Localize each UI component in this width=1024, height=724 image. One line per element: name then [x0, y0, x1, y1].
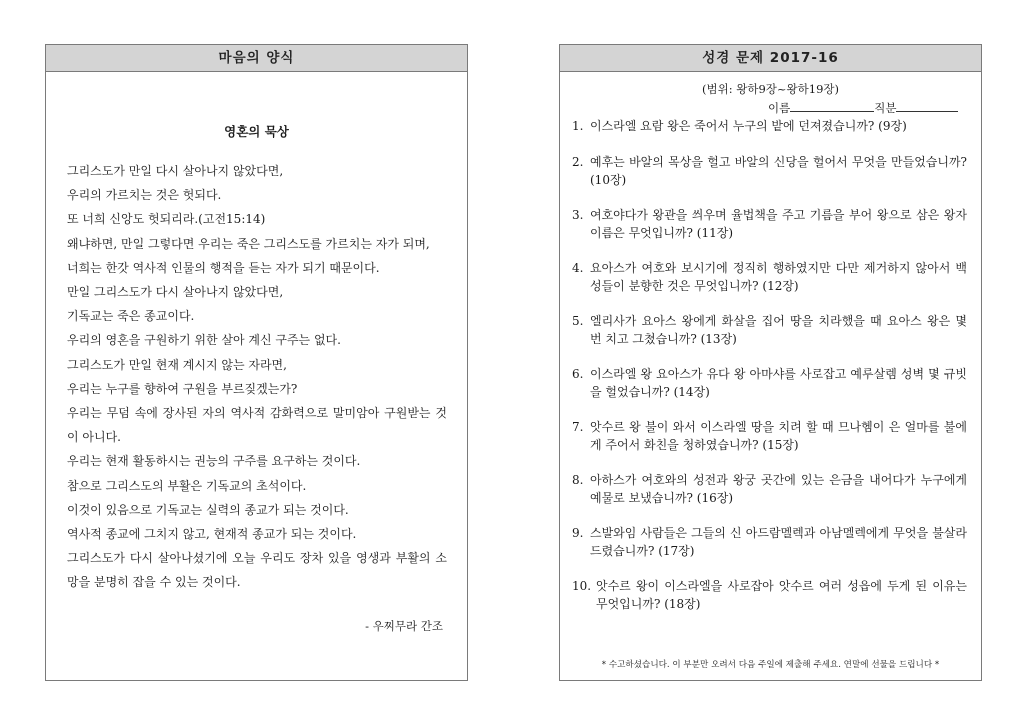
question-text: 앗수르 왕 불이 와서 이스라엘 땅을 치려 할 때 므나헴이 은 얼마를 불에게 주어서 화친을 청하였습니까? (15장)	[590, 419, 967, 452]
quiz-panel	[559, 44, 982, 681]
question-number: 1.	[572, 119, 584, 133]
question-text: 이스라엘 왕 요아스가 유다 왕 아마샤를 사로잡고 예루살렘 성벽 몇 규빗을 헐었습니까? (14장)	[590, 366, 967, 399]
question-item	[572, 259, 967, 296]
question-text: 여호야다가 왕관을 씌우며 율법책을 주고 기름을 부어 왕으로 삼은 왕자 이름은 무엇입니까? (11장)	[590, 207, 967, 240]
question-text: 엘리사가 요아스 왕에게 화살을 집어 땅을 치라했을 때 요아스 왕은 몇 번 치고 그쳤습니까? (13장)	[590, 313, 967, 346]
question-number: 5.	[572, 313, 584, 328]
devotional-header: 마음의 양식	[46, 45, 467, 72]
poem-line: 우리는 무덤 속에 장사된 자의 역사적 감화력으로 말미암아 구원받는 것이 아니다.	[67, 406, 447, 445]
poem-line: 만일 그리스도가 다시 살아나지 않았다면,	[67, 285, 284, 300]
poem-line: 역사적 종교에 그치지 않고, 현재적 종교가 되는 것이다.	[67, 527, 357, 542]
question-item	[572, 577, 967, 614]
question-text: 요아스가 여호와 보시기에 정직히 행하였지만 다만 제거하지 않아서 백성들이 분향한 것은 무엇입니까? (12장)	[590, 260, 967, 293]
question-item	[572, 117, 967, 136]
question-item	[572, 153, 967, 190]
poem-line: 그리스도가 다시 살아나셨기에 오늘 우리도 장차 있을 영생과 부활의 소망을 분명히 잡을 수 있는 것이다.	[67, 551, 447, 590]
question-item	[572, 418, 967, 455]
devotional-text	[67, 159, 447, 595]
question-text: 이스라엘 요람 왕은 죽어서 누구의 밭에 던져졌습니까? (9장)	[590, 119, 907, 133]
poem-line: 우리의 영혼을 구원하기 위한 살아 계신 구주는 없다.	[67, 333, 341, 348]
devotional-title: 영혼의 묵상	[224, 124, 289, 139]
devotional-author: - 우찌무라 간조	[365, 619, 443, 633]
position-label: 직분	[874, 101, 897, 115]
poem-line: 왜냐하면, 만일 그렇다면 우리는 죽은 그리스도를 가르치는 자가 되며,	[67, 236, 430, 251]
question-item	[572, 365, 967, 402]
name-label: 이름	[768, 101, 791, 115]
question-number: 3.	[572, 207, 584, 222]
poem-line: 우리는 누구를 향하여 구원을 부르짖겠는가?	[67, 381, 298, 396]
question-text: 앗수르 왕이 이스라엘을 사로잡아 앗수르 여러 성읍에 두게 된 이유는 무엇입니까? (18장)	[596, 578, 967, 611]
question-number: 7.	[572, 419, 584, 434]
poem-line: 그리스도가 만일 현재 계시지 않는 자라면,	[67, 357, 287, 372]
poem-line: 참으로 그리스도의 부활은 기독교의 초석이다.	[67, 478, 307, 493]
question-number: 6.	[572, 366, 584, 381]
poem-line: 우리는 현재 활동하시는 권능의 구주를 요구하는 것이다.	[67, 454, 361, 469]
question-number: 10.	[572, 578, 592, 593]
question-text: 아하스가 여호와의 성전과 왕궁 곳간에 있는 은금을 내어다가 누구에게 예물로 보냈습니까? (16장)	[590, 472, 967, 505]
poem-line: 그리스도가 만일 다시 살아나지 않았다면,	[67, 164, 284, 178]
poem-line: 너희는 한갓 역사적 인물의 행적을 듣는 자가 되기 때문이다.	[67, 260, 380, 275]
question-number: 8.	[572, 472, 584, 487]
devotional-panel	[45, 44, 468, 681]
poem-line: 우리의 가르치는 것은 헛되다.	[67, 188, 222, 203]
poem-line: 이것이 있음으로 기독교는 실력의 종교가 되는 것이다.	[67, 502, 349, 517]
question-number: 4.	[572, 260, 584, 275]
question-item	[572, 312, 967, 349]
question-number: 9.	[572, 525, 584, 540]
quiz-range: (범위: 왕하9장~왕하19장)	[702, 82, 839, 96]
poem-line: 기독교는 죽은 종교이다.	[67, 309, 195, 324]
question-list	[572, 117, 967, 614]
position-blank[interactable]	[896, 99, 958, 112]
name-blank[interactable]	[790, 99, 874, 112]
quiz-footnote: * 수고하셨습니다. 이 부분만 오려서 다음 주일에 제출해 주세요. 연말에 선물을 드립니다 *	[601, 660, 940, 670]
poem-line: 또 너희 신앙도 헛되리라.(고전15:14)	[67, 212, 266, 227]
question-text: 스발와임 사람들은 그들의 신 아드람멜렉과 아남멜렉에게 무엇을 불살라 드렸습니까? (17장)	[590, 525, 967, 558]
question-item	[572, 471, 967, 508]
question-item	[572, 206, 967, 243]
question-item	[572, 524, 967, 561]
quiz-header: 성경 문제 2017-16	[560, 45, 981, 72]
name-position-line	[768, 99, 958, 116]
question-text: 예후는 바알의 목상을 헐고 바알의 신당을 헐어서 무엇을 만들었습니까? (10장)	[590, 154, 967, 187]
question-number: 2.	[572, 154, 584, 169]
